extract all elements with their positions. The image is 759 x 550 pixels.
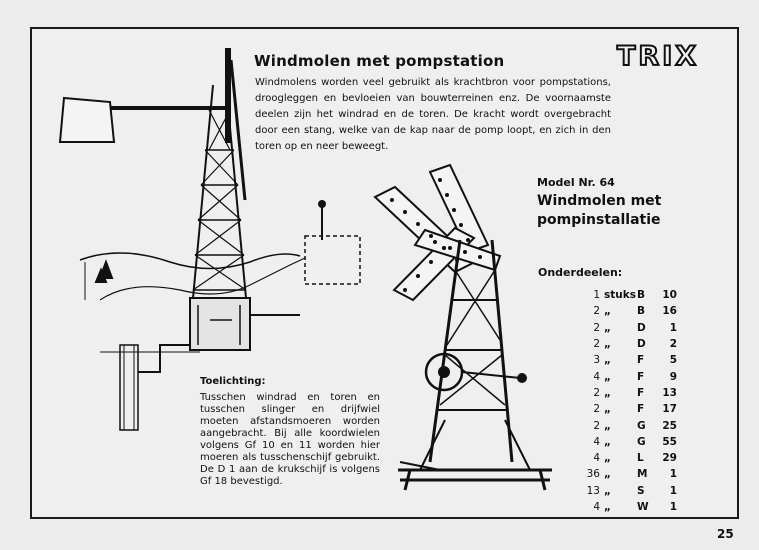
parts-row bbox=[582, 352, 677, 368]
parts-row bbox=[582, 385, 677, 401]
parts-row bbox=[582, 303, 677, 319]
parts-num-cell: 9 bbox=[669, 370, 677, 383]
parts-qty-cell: 2 bbox=[593, 321, 600, 334]
parts-row bbox=[582, 450, 677, 466]
parts-qty-cell: 4 bbox=[593, 435, 600, 448]
parts-code-cell: D bbox=[637, 338, 646, 351]
parts-qty-cell: 2 bbox=[593, 403, 600, 416]
parts-num-cell: 1 bbox=[669, 501, 677, 513]
parts-row bbox=[582, 336, 677, 352]
parts-qty-cell: 4 bbox=[593, 370, 600, 383]
parts-code-cell: G bbox=[637, 435, 646, 448]
parts-qty-cell: 3 bbox=[593, 354, 600, 367]
parts-row bbox=[582, 320, 677, 336]
parts-code-cell: F bbox=[637, 354, 645, 367]
meccano-model-drawing bbox=[375, 165, 552, 490]
parts-code-cell: B bbox=[637, 305, 646, 318]
parts-unit-cell: „ bbox=[604, 403, 611, 416]
parts-num-cell: 2 bbox=[669, 338, 677, 351]
parts-num-cell: 29 bbox=[662, 452, 677, 465]
parts-qty-cell: 1 bbox=[593, 289, 600, 302]
parts-code-cell: F bbox=[637, 403, 645, 416]
parts-qty-cell: 13 bbox=[586, 484, 600, 497]
parts-num-cell: 1 bbox=[669, 321, 677, 334]
parts-unit-cell: „ bbox=[604, 435, 611, 448]
parts-qty-cell: 4 bbox=[593, 452, 600, 465]
model-number: Model Nr. 64 bbox=[537, 176, 615, 189]
page-number: 25 bbox=[717, 527, 734, 541]
parts-num-cell: 17 bbox=[662, 403, 677, 416]
parts-unit-cell: „ bbox=[604, 370, 611, 383]
parts-code-cell: W bbox=[637, 501, 649, 513]
parts-num-cell: 13 bbox=[662, 386, 677, 399]
parts-qty-cell: 36 bbox=[586, 468, 600, 481]
parts-row bbox=[582, 434, 677, 450]
parts-num-cell: 55 bbox=[662, 435, 677, 448]
note-heading: Toelichting: bbox=[200, 376, 266, 387]
page-title: Windmolen met pompstation bbox=[254, 52, 505, 70]
parts-qty-cell: 2 bbox=[593, 419, 600, 432]
parts-row bbox=[582, 401, 677, 417]
parts-num-cell: 1 bbox=[669, 484, 677, 497]
parts-unit-cell: „ bbox=[604, 386, 611, 399]
parts-num-cell: 16 bbox=[662, 305, 677, 318]
parts-code-cell: B bbox=[637, 289, 646, 302]
parts-num-cell: 5 bbox=[669, 354, 677, 367]
parts-unit-cell: „ bbox=[604, 354, 611, 367]
parts-num-cell: 25 bbox=[662, 419, 677, 432]
model-title: Windmolen met pompinstallatie bbox=[537, 193, 662, 228]
parts-unit-cell: „ bbox=[604, 419, 611, 432]
parts-qty-cell: 2 bbox=[593, 338, 600, 351]
parts-heading: Onderdeelen: bbox=[538, 266, 623, 279]
parts-qty-cell: 4 bbox=[593, 501, 600, 513]
intro-paragraph: Windmolens worden veel gebruikt als krachtbron voor pompstations, droogleggen en bevloeien van bouwterreinen enz. De voornaamste deelen zijn het windrad en de toren. De kracht wordt overgebracht door een stang, welke van de kap naar de pomp loopt, en zich in den toren op en neer beweegt. bbox=[255, 77, 611, 152]
parts-unit-cell: „ bbox=[604, 338, 611, 351]
parts-code-cell: F bbox=[637, 370, 645, 383]
parts-qty-cell: 2 bbox=[593, 386, 600, 399]
parts-row bbox=[582, 417, 677, 433]
parts-qty-cell: 2 bbox=[593, 305, 600, 318]
parts-table bbox=[582, 287, 677, 515]
parts-row bbox=[582, 499, 677, 515]
parts-code-cell: F bbox=[637, 386, 645, 399]
parts-unit-cell: „ bbox=[604, 452, 611, 465]
parts-code-cell: M bbox=[637, 468, 648, 481]
parts-unit-cell: stuks bbox=[604, 289, 636, 302]
parts-row bbox=[582, 466, 677, 482]
parts-row bbox=[582, 287, 677, 303]
parts-unit-cell: „ bbox=[604, 484, 611, 497]
parts-row bbox=[582, 368, 677, 384]
brand-logo: TRIX bbox=[617, 41, 700, 72]
parts-code-cell: S bbox=[637, 484, 645, 497]
parts-code-cell: G bbox=[637, 419, 646, 432]
parts-num-cell: 1 bbox=[669, 468, 677, 481]
parts-row bbox=[582, 483, 677, 499]
parts-code-cell: L bbox=[637, 452, 644, 465]
parts-unit-cell: „ bbox=[604, 501, 611, 513]
parts-unit-cell: „ bbox=[604, 321, 611, 334]
parts-code-cell: D bbox=[637, 321, 646, 334]
parts-num-cell: 10 bbox=[662, 289, 677, 302]
parts-unit-cell: „ bbox=[604, 305, 611, 318]
parts-unit-cell: „ bbox=[604, 468, 611, 481]
note-text: Tusschen windrad en toren en tusschen slinger en drijfwiel moeten afstandsmoeren worden aangebracht. Bij alle koordwielen volgens Gf 10 en 11 worden hier moeren als tusschenschijf gebruikt. De D 1 aan de krukschijf is volgens Gf 18 bevestigd. bbox=[200, 392, 380, 487]
